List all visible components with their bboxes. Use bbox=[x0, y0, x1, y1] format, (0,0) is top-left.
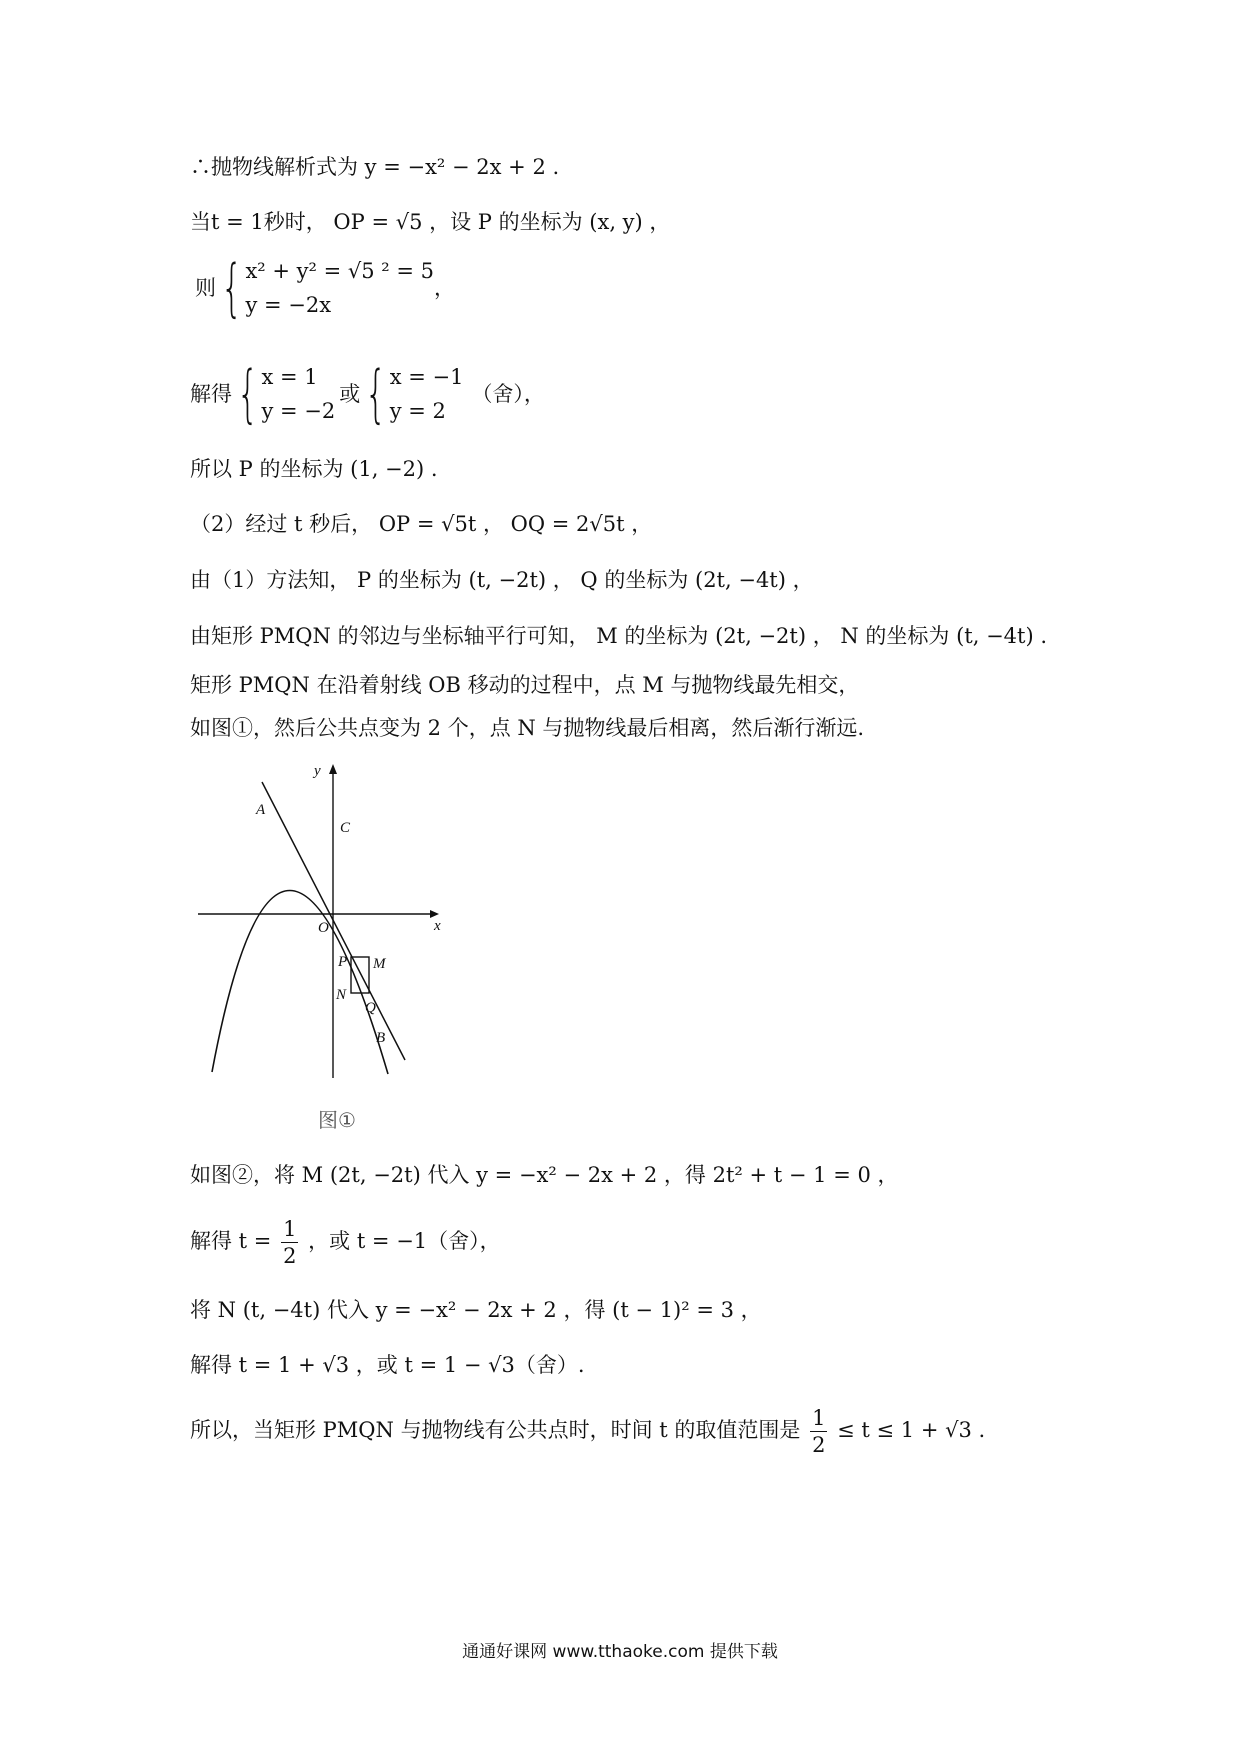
figure-1 bbox=[190, 760, 470, 1100]
line-rectangle-moves: 矩形 PMQN 在沿着射线 OB 移动的过程中，点 M 与抛物线最先相交， bbox=[190, 673, 860, 697]
fraction-one-half bbox=[810, 1405, 827, 1458]
line-substitute-n: 将 N (t, −4t) 代入 y = −x² − 2x + 2 ，得 (t − 1)² = 3 ， bbox=[190, 1298, 762, 1322]
label-p: P bbox=[338, 954, 348, 970]
label-n: N bbox=[336, 987, 347, 1003]
label-o: O bbox=[318, 920, 329, 936]
fraction-numerator: 1 bbox=[812, 1406, 826, 1430]
line-t-equals-1: 当t = 1秒时， OP = √5 ，设 P 的坐标为 (x, y) ， bbox=[190, 210, 671, 234]
solution-b-y: y = 2 bbox=[389, 399, 446, 423]
line-conclusion bbox=[190, 1405, 985, 1458]
solution-a-y: y = −2 bbox=[261, 399, 336, 423]
system-eq-2: y = −2x bbox=[245, 293, 332, 317]
solutions-prefix: 解得 bbox=[190, 382, 232, 406]
fraction-numerator: 1 bbox=[283, 1217, 297, 1241]
line-solve-t-sqrt3: 解得 t = 1 + √3 ，或 t = 1 − √3（舍）. bbox=[190, 1353, 585, 1377]
system-eq-1: x² + y² = √5 ² = 5 bbox=[245, 259, 435, 283]
label-m: M bbox=[373, 956, 386, 972]
label-q: Q bbox=[365, 1000, 376, 1016]
label-y: y bbox=[314, 763, 321, 779]
y-axis-arrow bbox=[329, 764, 337, 774]
fraction-denominator: 2 bbox=[812, 1433, 826, 1457]
solution-b-x: x = −1 bbox=[389, 365, 464, 389]
system-suffix: ， bbox=[434, 276, 456, 300]
solutions-suffix: （舍）， bbox=[471, 382, 545, 406]
parabola-curve bbox=[212, 890, 388, 1074]
line-figure-1-intro: 如图①，然后公共点变为 2 个，点 N 与抛物线最后相离，然后渐行渐远. bbox=[190, 716, 865, 740]
line-solve-t-half bbox=[190, 1216, 501, 1269]
label-c: C bbox=[340, 820, 351, 836]
line-part-2: （2）经过 t 秒后， OP = √5t ， OQ = 2√5t ， bbox=[190, 512, 653, 536]
system-prefix: 则 bbox=[195, 276, 216, 300]
line-p-coordinate: 所以 P 的坐标为 (1, −2) . bbox=[190, 457, 438, 481]
line-system-ze bbox=[195, 251, 456, 324]
fraction-denominator: 2 bbox=[283, 1244, 297, 1268]
solve-half-suffix: ，或 t = −1（舍）， bbox=[308, 1229, 501, 1253]
line-pq-coordinates: 由（1）方法知， P 的坐标为 (t, −2t) ， Q 的坐标为 (2t, −4t) ， bbox=[190, 568, 814, 592]
line-parabola-equation: ∴抛物线解析式为 y = −x² − 2x + 2 . bbox=[190, 155, 560, 179]
solutions-or: 或 bbox=[339, 382, 361, 406]
conclusion-prefix: 所以，当矩形 PMQN 与抛物线有公共点时，时间 t 的取值范围是 bbox=[190, 1418, 801, 1442]
left-brace: { bbox=[365, 357, 387, 430]
left-brace: { bbox=[220, 251, 243, 324]
line-substitute-m: 如图②，将 M (2t, −2t) 代入 y = −x² − 2x + 2 ，得 2t² + t − 1 = 0 ， bbox=[190, 1163, 899, 1187]
solve-half-prefix: 解得 t = bbox=[190, 1229, 272, 1253]
label-a: A bbox=[256, 802, 266, 818]
label-x: x bbox=[434, 918, 441, 934]
fraction-one-half bbox=[281, 1216, 298, 1269]
x-axis-arrow bbox=[430, 910, 439, 918]
line-solutions bbox=[190, 357, 545, 430]
footer-download-note: 通通好课网 www.tthaoke.com 提供下载 bbox=[462, 1642, 778, 1662]
label-b: B bbox=[376, 1030, 386, 1046]
figure-caption: 图① bbox=[318, 1108, 356, 1132]
left-brace: { bbox=[236, 357, 259, 430]
line-mn-coordinates: 由矩形 PMQN 的邻边与坐标轴平行可知， M 的坐标为 (2t, −2t) ， N 的坐标为 (t, −4t) . bbox=[190, 624, 1048, 648]
solution-a-x: x = 1 bbox=[261, 365, 318, 389]
conclusion-suffix: ≤ t ≤ 1 + √3 . bbox=[837, 1418, 986, 1442]
